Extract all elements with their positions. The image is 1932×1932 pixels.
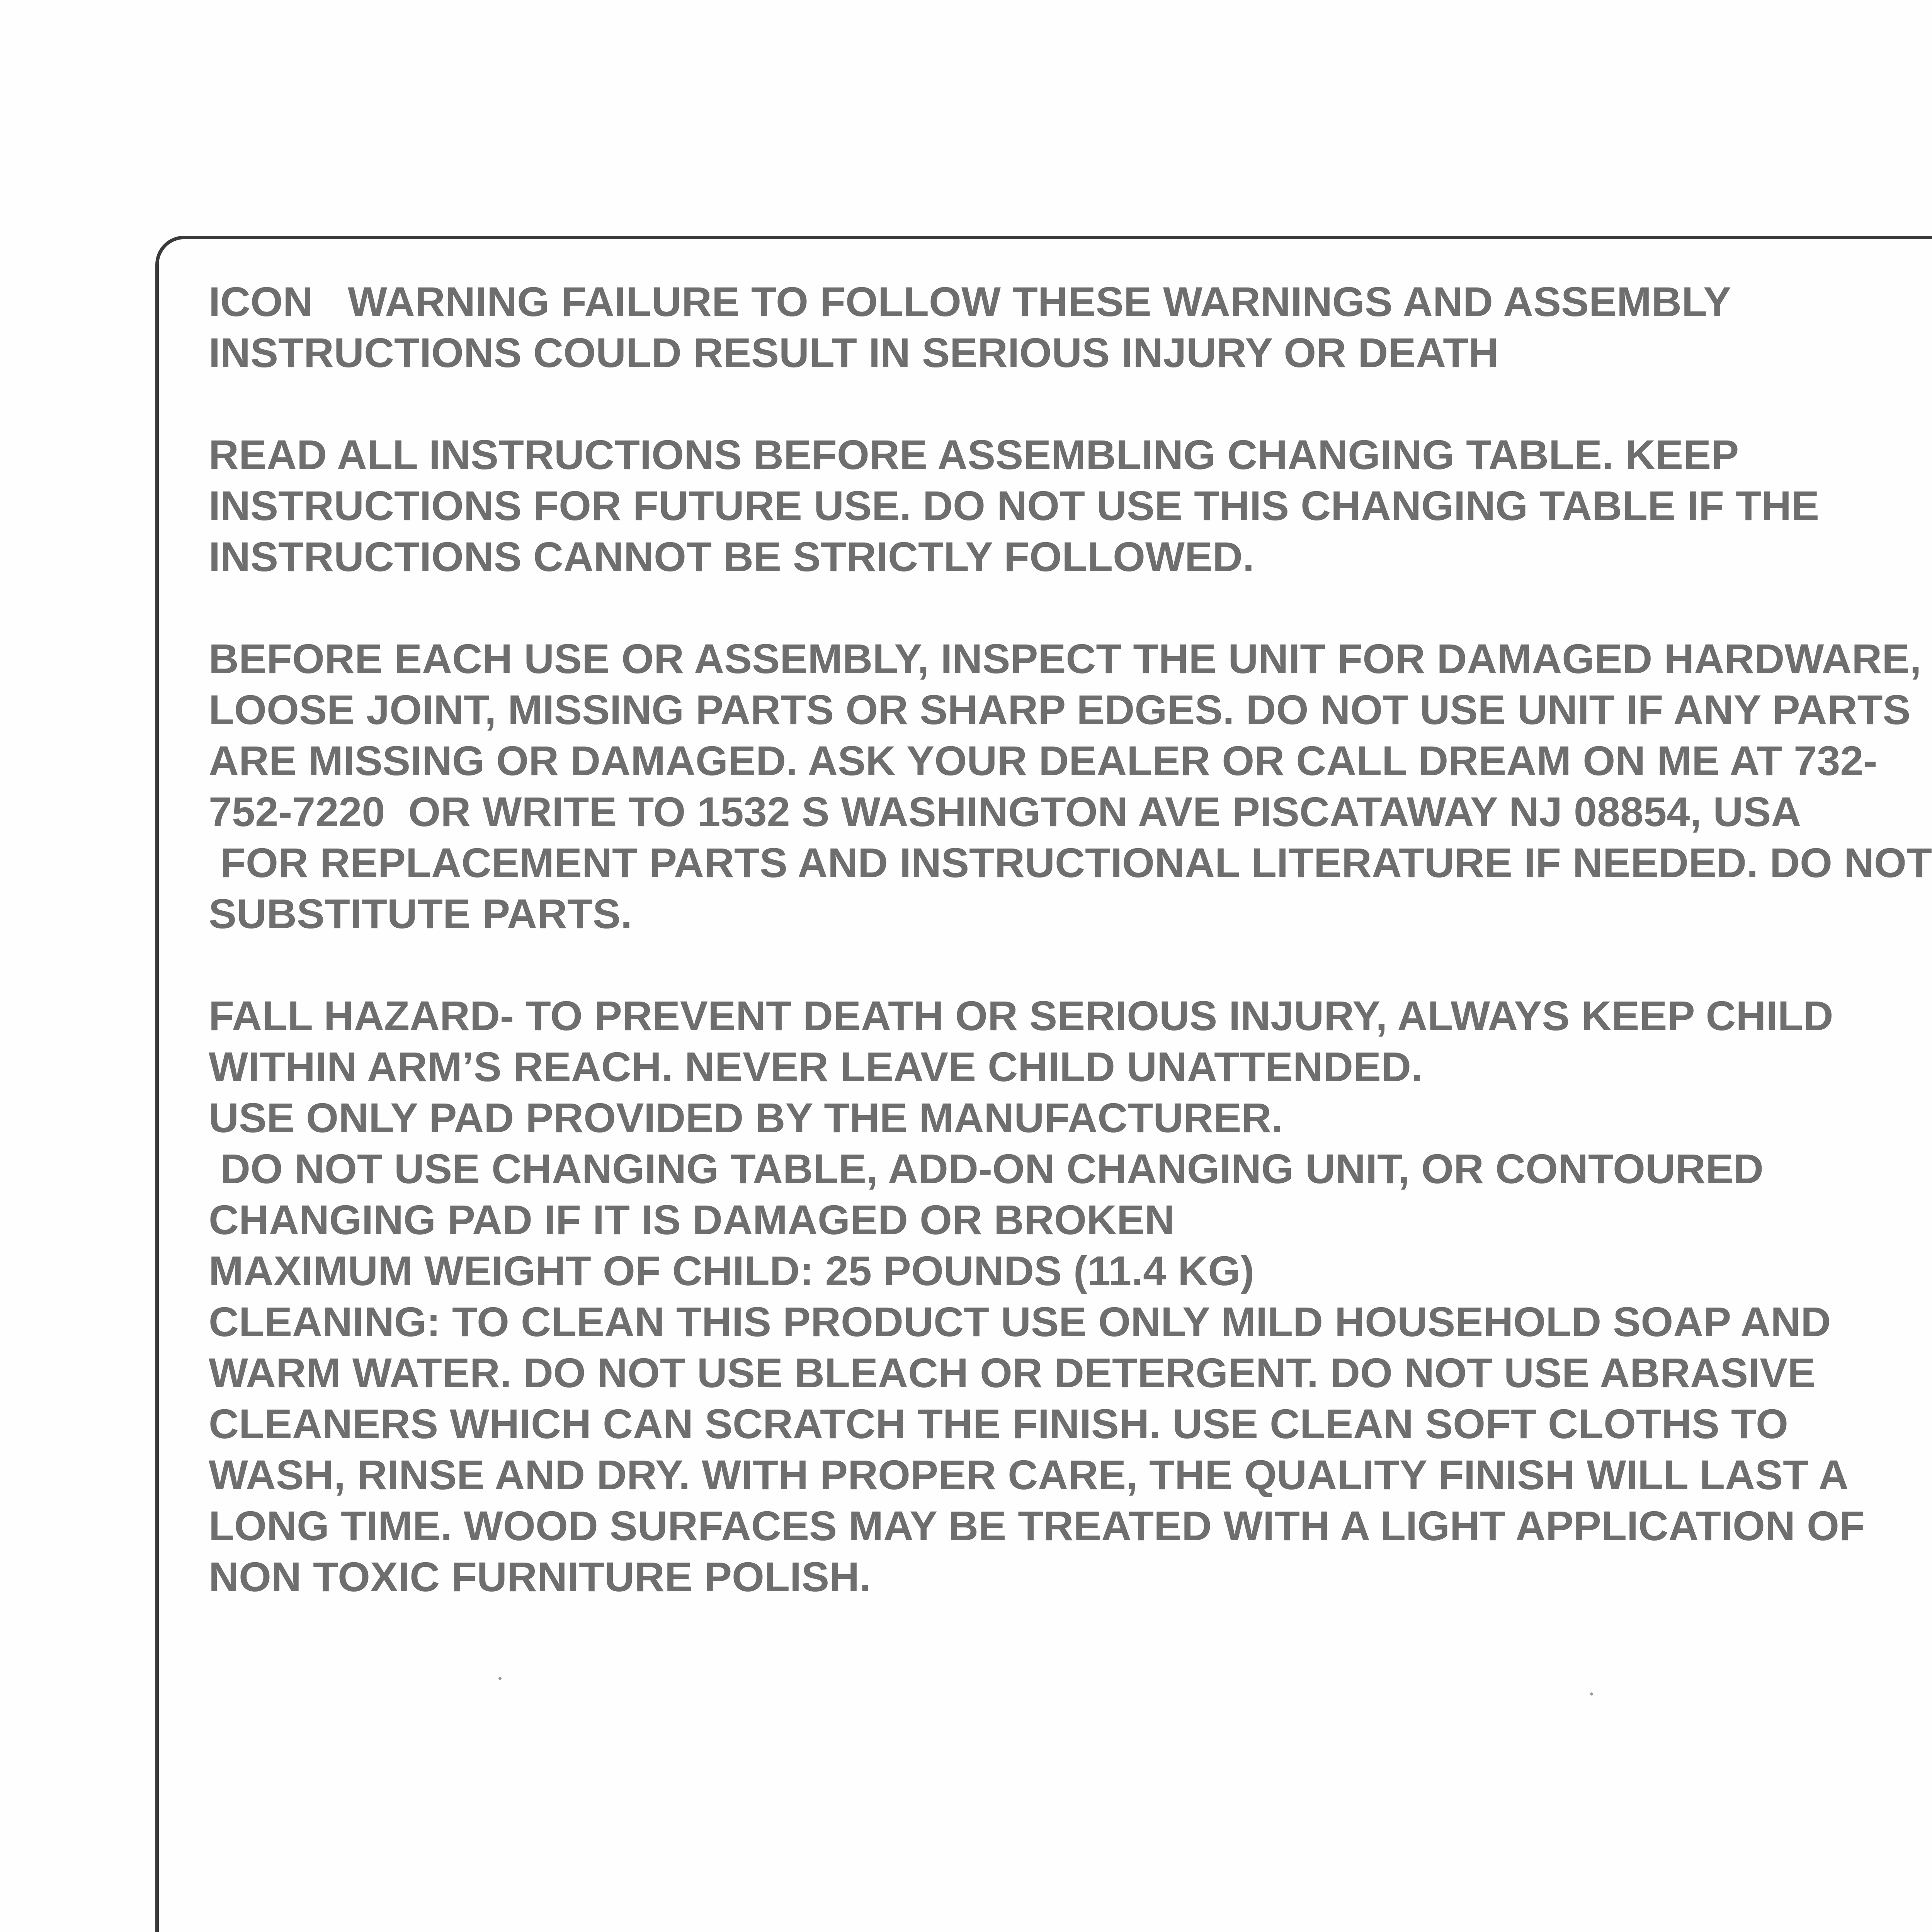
read-instructions-paragraph (209, 429, 1932, 582)
text-line: BEFORE EACH USE OR ASSEMBLY, INSPECT THE UNIT FOR DAMAGED HARDWARE, (209, 635, 1922, 682)
text-line: SUBSTITUTE PARTS. (209, 890, 633, 937)
text-line: ICON WARNING FAILURE TO FOLLOW THESE WARNINGS AND ASSEMBLY (209, 278, 1731, 325)
text-line: WARM WATER. DO NOT USE BLEACH OR DETERGENT. DO NOT USE ABRASIVE (209, 1349, 1816, 1396)
text-line: MAXIMUM WEIGHT OF CHILD: 25 POUNDS (11.4 KG) (209, 1247, 1255, 1294)
fall-hazard-paragraph (209, 990, 1932, 1602)
text-line: LONG TIME. WOOD SURFACES MAY BE TREATED WITH A LIGHT APPLICATION OF (209, 1502, 1865, 1549)
text-line: FALL HAZARD- TO PREVENT DEATH OR SERIOUS INJURY, ALWAYS KEEP CHILD (209, 992, 1833, 1039)
warning-label-text (209, 276, 1932, 1602)
text-line: INSTRUCTIONS COULD RESULT IN SERIOUS INJURY OR DEATH (209, 329, 1499, 376)
paragraph-gap (209, 939, 1932, 990)
scan-speck (498, 1677, 502, 1680)
text-line: FOR REPLACEMENT PARTS AND INSTRUCTIONAL LITERATURE IF NEEDED. DO NOT (209, 839, 1932, 886)
text-line: CHANGING PAD IF IT IS DAMAGED OR BROKEN (209, 1196, 1175, 1243)
paragraph-gap (209, 378, 1932, 429)
text-line: WITHIN ARM’S REACH. NEVER LEAVE CHILD UNATTENDED. (209, 1043, 1423, 1090)
inspection-paragraph (209, 633, 1932, 939)
text-line: USE ONLY PAD PROVIDED BY THE MANUFACTURER. (209, 1094, 1283, 1141)
text-line: INSTRUCTIONS CANNOT BE STRICTLY FOLLOWED. (209, 533, 1255, 580)
warning-header (209, 276, 1932, 378)
text-line: WASH, RINSE AND DRY. WITH PROPER CARE, THE QUALITY FINISH WILL LAST A (209, 1451, 1849, 1498)
text-line: DO NOT USE CHANGING TABLE, ADD-ON CHANGING UNIT, OR CONTOURED (209, 1145, 1764, 1192)
text-line: CLEANING: TO CLEAN THIS PRODUCT USE ONLY MILD HOUSEHOLD SOAP AND (209, 1298, 1831, 1345)
text-line: NON TOXIC FURNITURE POLISH. (209, 1553, 871, 1600)
paragraph-gap (209, 582, 1932, 633)
text-line: 752-7220 OR WRITE TO 1532 S WASHINGTON AVE PISCATAWAY NJ 08854, USA (209, 788, 1801, 835)
text-line: INSTRUCTIONS FOR FUTURE USE. DO NOT USE THIS CHANGING TABLE IF THE (209, 482, 1820, 529)
scan-speck (1590, 1692, 1593, 1696)
text-line: READ ALL INSTRUCTIONS BEFORE ASSEMBLING CHANGING TABLE. KEEP (209, 431, 1739, 478)
text-line: LOOSE JOINT, MISSING PARTS OR SHARP EDGES. DO NOT USE UNIT IF ANY PARTS (209, 686, 1911, 733)
text-line: ARE MISSING OR DAMAGED. ASK YOUR DEALER OR CALL DREAM ON ME AT 732- (209, 737, 1878, 784)
text-line: CLEANERS WHICH CAN SCRATCH THE FINISH. USE CLEAN SOFT CLOTHS TO (209, 1400, 1789, 1447)
